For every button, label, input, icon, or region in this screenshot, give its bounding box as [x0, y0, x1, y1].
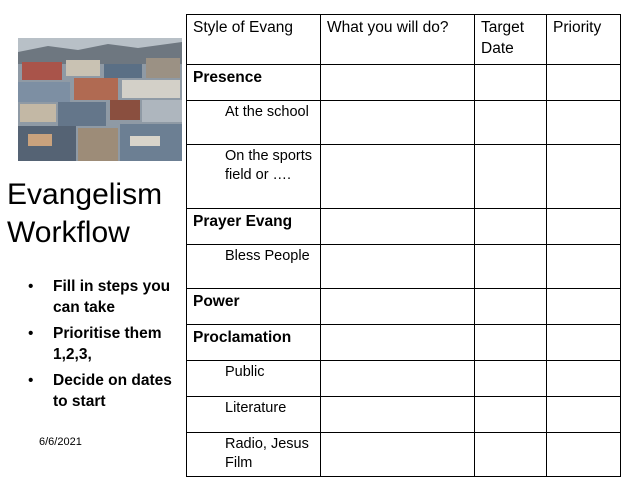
priority-cell[interactable]: [547, 325, 621, 361]
priority-cell[interactable]: [547, 433, 621, 477]
what-cell[interactable]: [321, 245, 475, 289]
instruction-list: [26, 276, 176, 417]
instruction-text: Prioritise them 1,2,3,: [53, 325, 162, 363]
what-cell[interactable]: [321, 209, 475, 245]
row-label: Proclamation: [187, 325, 321, 361]
table-row: [187, 65, 621, 101]
header-priority: Priority: [547, 15, 621, 65]
date-cell[interactable]: [475, 325, 547, 361]
what-cell[interactable]: [321, 397, 475, 433]
priority-cell[interactable]: [547, 245, 621, 289]
header-what: What you will do?: [321, 15, 475, 65]
date-cell[interactable]: [475, 433, 547, 477]
date-cell[interactable]: [475, 289, 547, 325]
table-row: [187, 245, 621, 289]
priority-cell[interactable]: [547, 65, 621, 101]
instruction-item: [26, 276, 176, 318]
instruction-item: [26, 370, 176, 412]
what-cell[interactable]: [321, 289, 475, 325]
header-target-date: Target Date: [475, 15, 547, 65]
shanty-town-image: [18, 38, 182, 161]
date-cell[interactable]: [475, 361, 547, 397]
date-cell[interactable]: [475, 397, 547, 433]
row-label: Presence: [187, 65, 321, 101]
bullet-icon: •: [28, 278, 34, 295]
what-cell[interactable]: [321, 145, 475, 209]
priority-cell[interactable]: [547, 361, 621, 397]
what-cell[interactable]: [321, 361, 475, 397]
date-cell[interactable]: [475, 209, 547, 245]
row-label: Public: [187, 361, 321, 397]
priority-cell[interactable]: [547, 145, 621, 209]
priority-cell[interactable]: [547, 209, 621, 245]
instruction-text: Decide on dates to start: [53, 372, 172, 410]
instruction-text: Fill in steps you can take: [53, 278, 171, 316]
table-header-row: [187, 15, 621, 65]
table-row: [187, 145, 621, 209]
priority-cell[interactable]: [547, 397, 621, 433]
bullet-icon: •: [28, 325, 34, 342]
priority-cell[interactable]: [547, 101, 621, 145]
priority-cell[interactable]: [547, 289, 621, 325]
table-row: [187, 209, 621, 245]
table-row: [187, 289, 621, 325]
row-label: At the school: [187, 101, 321, 145]
row-label: Power: [187, 289, 321, 325]
bullet-icon: •: [28, 372, 34, 389]
footer-date: 6/6/2021: [39, 436, 82, 448]
header-style: Style of Evang: [187, 15, 321, 65]
date-cell[interactable]: [475, 245, 547, 289]
table-row: [187, 433, 621, 477]
evangelism-workflow-table: [186, 14, 621, 477]
slide-title: Evangelism Workflow: [7, 178, 163, 249]
row-label: Radio, Jesus Film: [187, 433, 321, 477]
what-cell[interactable]: [321, 101, 475, 145]
shanty-town-photo: [18, 38, 182, 161]
row-label: Literature: [187, 397, 321, 433]
what-cell[interactable]: [321, 65, 475, 101]
table-row: [187, 361, 621, 397]
table-row: [187, 397, 621, 433]
date-cell[interactable]: [475, 65, 547, 101]
row-label: Prayer Evang: [187, 209, 321, 245]
row-label: Bless People: [187, 245, 321, 289]
what-cell[interactable]: [321, 433, 475, 477]
table-row: [187, 325, 621, 361]
date-cell[interactable]: [475, 101, 547, 145]
row-label: On the sports field or ….: [187, 145, 321, 209]
instruction-item: [26, 323, 176, 365]
date-cell[interactable]: [475, 145, 547, 209]
what-cell[interactable]: [321, 325, 475, 361]
table-row: [187, 101, 621, 145]
